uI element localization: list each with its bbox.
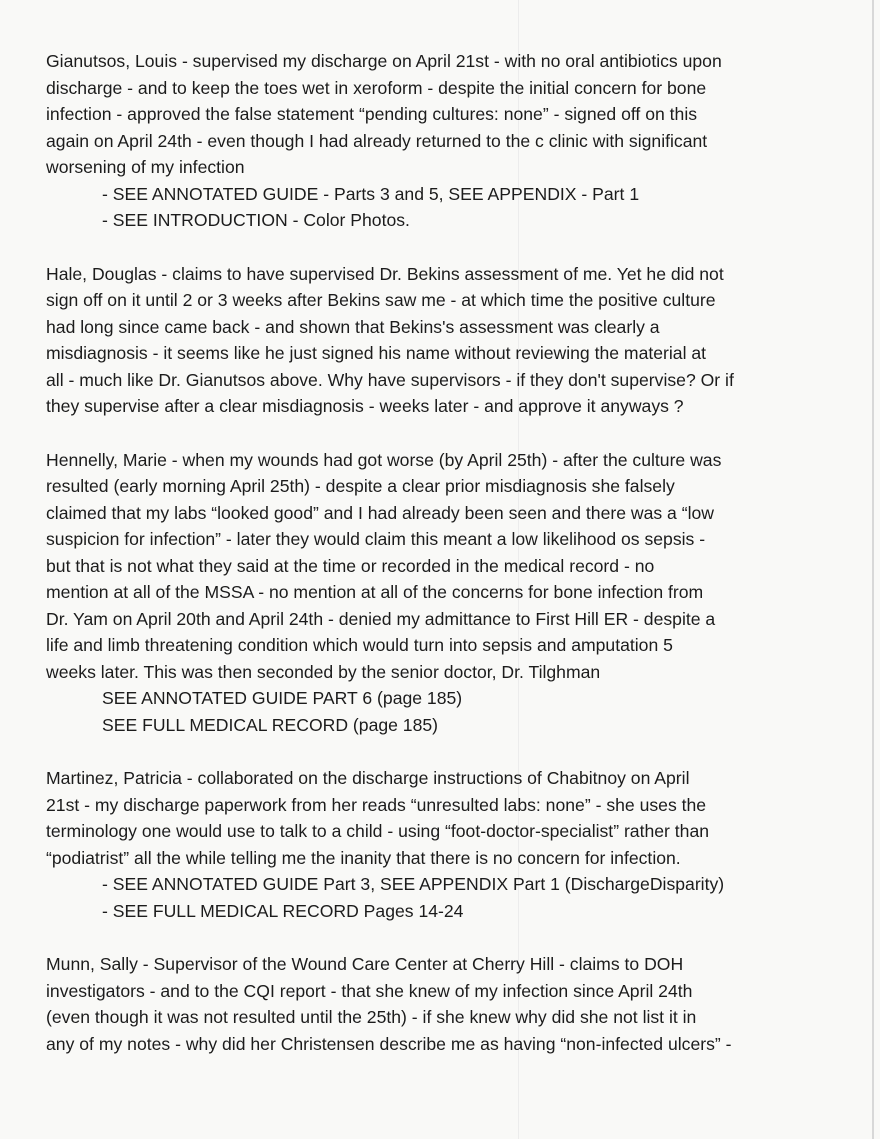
text-line: but that is not what they said at the time or recorded in the medical record - no <box>46 555 655 576</box>
reference-line: - SEE ANNOTATED GUIDE - Parts 3 and 5, SEE APPENDIX - Part 1 <box>102 183 640 204</box>
text-line: Hale, Douglas - claims to have supervised Dr. Bekins assessment of me. Yet he did not <box>46 263 724 284</box>
entry-paragraph <box>46 765 846 924</box>
text-line: Gianutsos, Louis - supervised my discharge on April 21st - with no oral antibiotics upon <box>46 51 722 71</box>
text-line: sign off on it until 2 or 3 weeks after Bekins saw me - at which time the positive culture <box>46 290 716 310</box>
text-line: “podiatrist” all the while telling me the inanity that there is no concern for infection. <box>46 847 681 868</box>
paragraph-gap <box>46 738 846 765</box>
text-line: they supervise after a clear misdiagnosis - weeks later - and approve it anyways ? <box>46 396 684 416</box>
text-line: all - much like Dr. Gianutsos above. Why have supervisors - if they don't supervise? Or if <box>46 369 734 390</box>
text-line: infection - approved the false statement “pending cultures: none” - signed off on this <box>46 104 698 124</box>
reference-line: - SEE FULL MEDICAL RECORD Pages 14-24 <box>102 900 464 921</box>
reference-line: SEE ANNOTATED GUIDE PART 6 (page 185) <box>102 688 463 708</box>
paragraph-gap <box>46 420 846 447</box>
text-line: suspicion for infection” - later they would claim this meant a low likelihood os sepsis - <box>46 529 706 549</box>
text-line: investigators - and to the CQI report - that she knew of my infection since April 24th <box>46 980 693 1001</box>
text-line: Dr. Yam on April 20th and April 24th - denied my admittance to First Hill ER - despite a <box>46 608 716 629</box>
text-line: resulted (early morning April 25th) - despite a clear prior misdiagnosis she falsely <box>46 476 675 496</box>
entry-paragraph <box>46 48 846 234</box>
text-line: Munn, Sally - Supervisor of the Wound Care Center at Cherry Hill - claims to DOH <box>46 954 684 974</box>
document-body <box>46 48 846 1057</box>
scan-page-edge <box>872 0 874 1139</box>
text-line: worsening of my infection <box>46 157 245 177</box>
text-line: discharge - and to keep the toes wet in xeroform - despite the initial concern for bone <box>46 77 707 98</box>
text-line: life and limb threatening condition which would turn into sepsis and amputation 5 <box>46 635 673 655</box>
entry-paragraph <box>46 951 846 1057</box>
text-line: misdiagnosis - it seems like he just signed his name without reviewing the material at <box>46 343 707 363</box>
text-line: 21st - my discharge paperwork from her reads “unresulted labs: none” - she uses the <box>46 794 707 815</box>
paragraph-gap <box>46 924 846 951</box>
reference-line: - SEE ANNOTATED GUIDE Part 3, SEE APPENDIX Part 1 (DischargeDisparity) <box>102 874 725 894</box>
text-line: again on April 24th - even though I had already returned to the c clinic with significant <box>46 130 708 151</box>
reference-line: - SEE INTRODUCTION - Color Photos. <box>102 210 410 230</box>
text-line: had long since came back - and shown that Bekins's assessment was clearly a <box>46 316 660 337</box>
paragraph-gap <box>46 234 846 261</box>
entry-paragraph <box>46 261 846 420</box>
entry-paragraph <box>46 447 846 739</box>
text-line: mention at all of the MSSA - no mention at all of the concerns for bone infection from <box>46 582 704 602</box>
text-line: terminology one would use to talk to a child - using “foot-doctor-specialist” rather than <box>46 821 710 841</box>
text-line: weeks later. This was then seconded by the senior doctor, Dr. Tilghman <box>46 661 601 682</box>
text-line: Martinez, Patricia - collaborated on the discharge instructions of Chabitnoy on April <box>46 768 690 788</box>
reference-line: SEE FULL MEDICAL RECORD (page 185) <box>102 714 439 735</box>
text-line: any of my notes - why did her Christensen describe me as having “non-infected ulcers” - <box>46 1033 732 1054</box>
text-line: Hennelly, Marie - when my wounds had got worse (by April 25th) - after the culture was <box>46 449 722 470</box>
text-line: (even though it was not resulted until the 25th) - if she knew why did she not list it in <box>46 1007 697 1027</box>
text-line: claimed that my labs “looked good” and I had already been seen and there was a “low <box>46 502 714 523</box>
